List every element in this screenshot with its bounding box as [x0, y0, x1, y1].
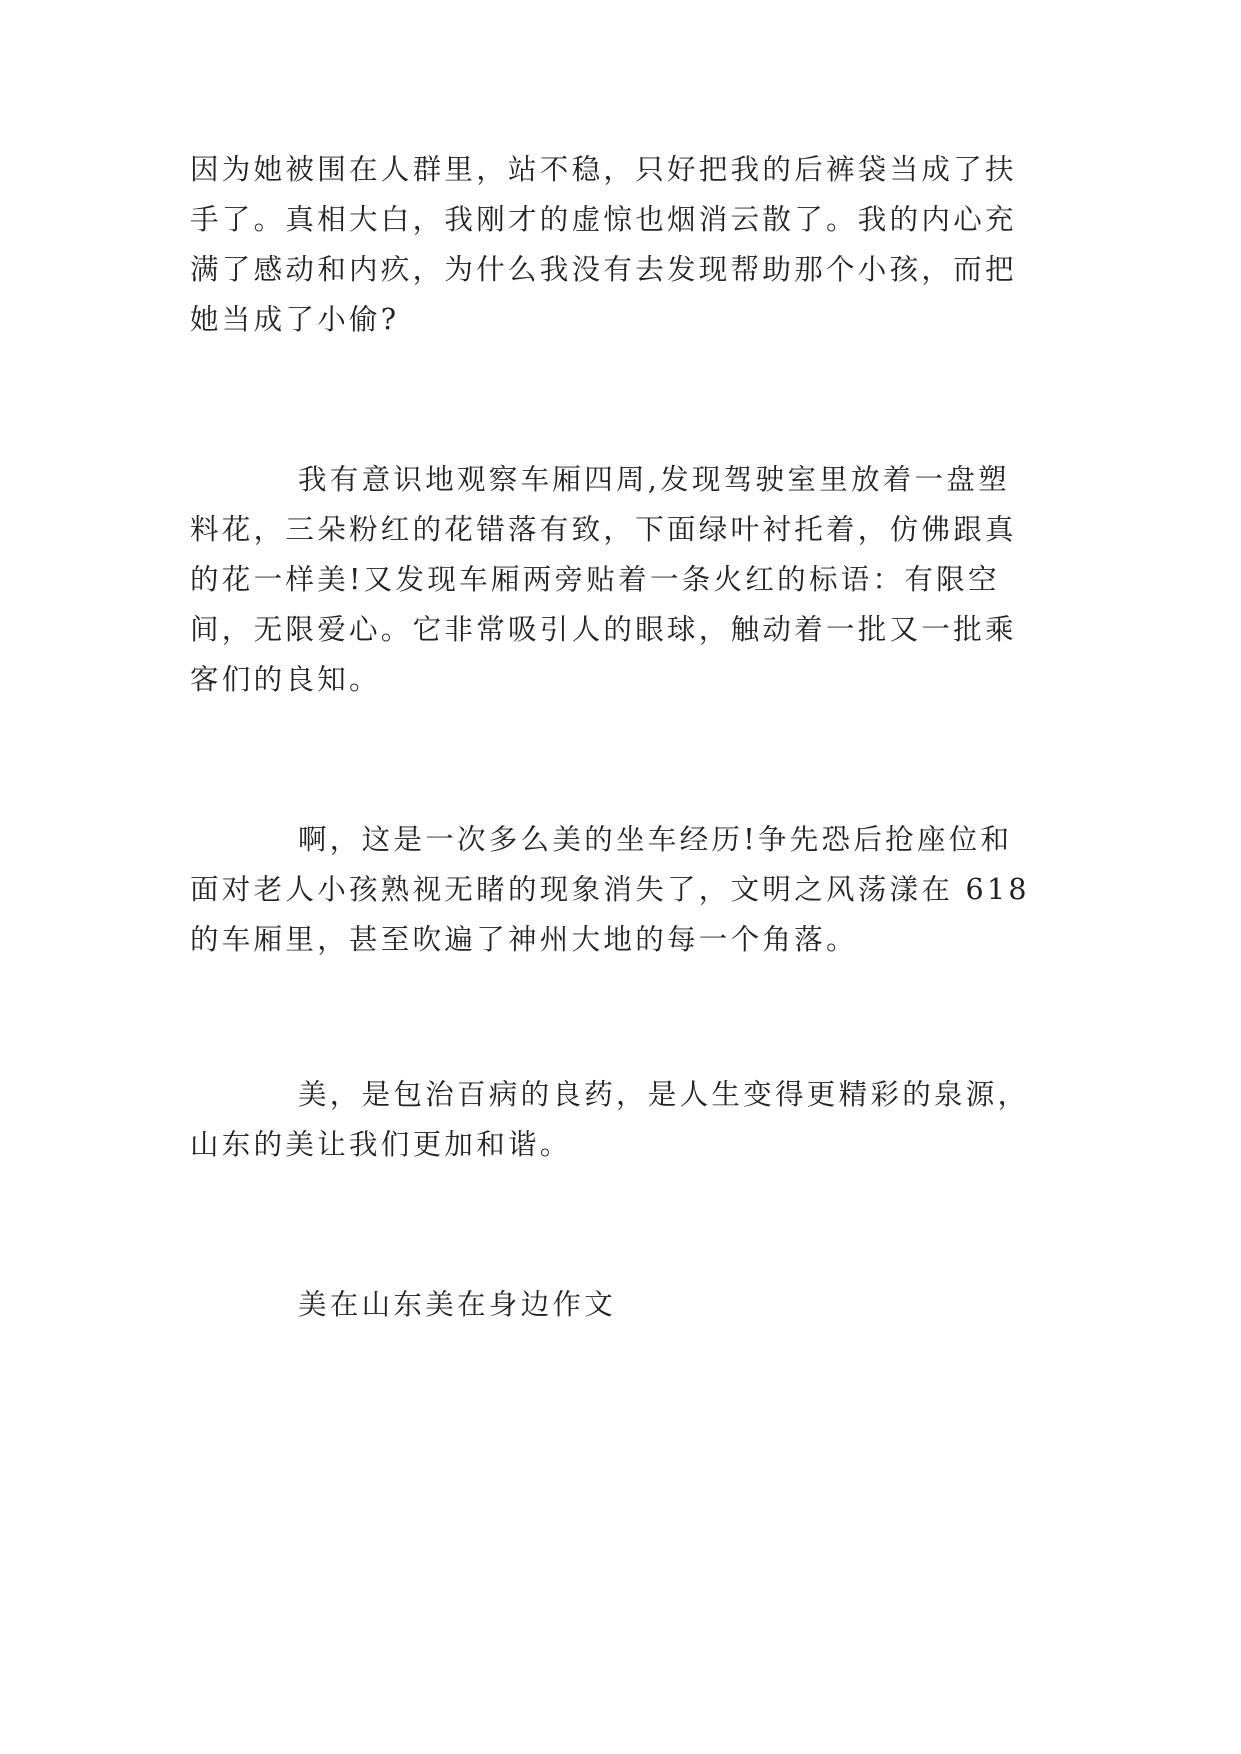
text-line: 间，无限爱心。它非常吸引人的眼球，触动着一批又一批乘 [190, 613, 1017, 646]
text-line: 山东的美让我们更加和谐。 [190, 1128, 572, 1161]
text-line: 美，是包治百病的良药，是人生变得更精彩的泉源， [298, 1078, 1030, 1111]
text-line: 因为她被围在人群里，站不稳，只好把我的后裤袋当成了扶 [190, 153, 1017, 186]
text-line: 手了。真相大白，我刚才的虚惊也烟消云散了。我的内心充 [190, 203, 1017, 236]
text-line: 料花，三朵粉红的花错落有致，下面绿叶衬托着，仿佛跟真 [190, 513, 1017, 546]
text-line: 满了感动和内疚，为什么我没有去发现帮助那个小孩，而把 [190, 253, 1017, 286]
text-line: 客们的良知。 [190, 663, 381, 696]
text-line: 她当成了小偷? [190, 303, 400, 336]
text-line: 的花一样美!又发现车厢两旁贴着一条火红的标语：有限空 [190, 563, 1000, 596]
essay-heading: 美在山东美在身边作文 [298, 1288, 617, 1321]
text-line: 面对老人小孩熟视无睹的现象消失了，文明之风荡漾在 618 [190, 873, 1030, 906]
text-line: 的车厢里，甚至吹遍了神州大地的每一个角落。 [190, 923, 858, 956]
text-line: 我有意识地观察车厢四周,发现驾驶室里放着一盘塑 [298, 463, 1010, 496]
text-line: 啊，这是一次多么美的坐车经历!争先恐后抢座位和 [298, 823, 1013, 856]
